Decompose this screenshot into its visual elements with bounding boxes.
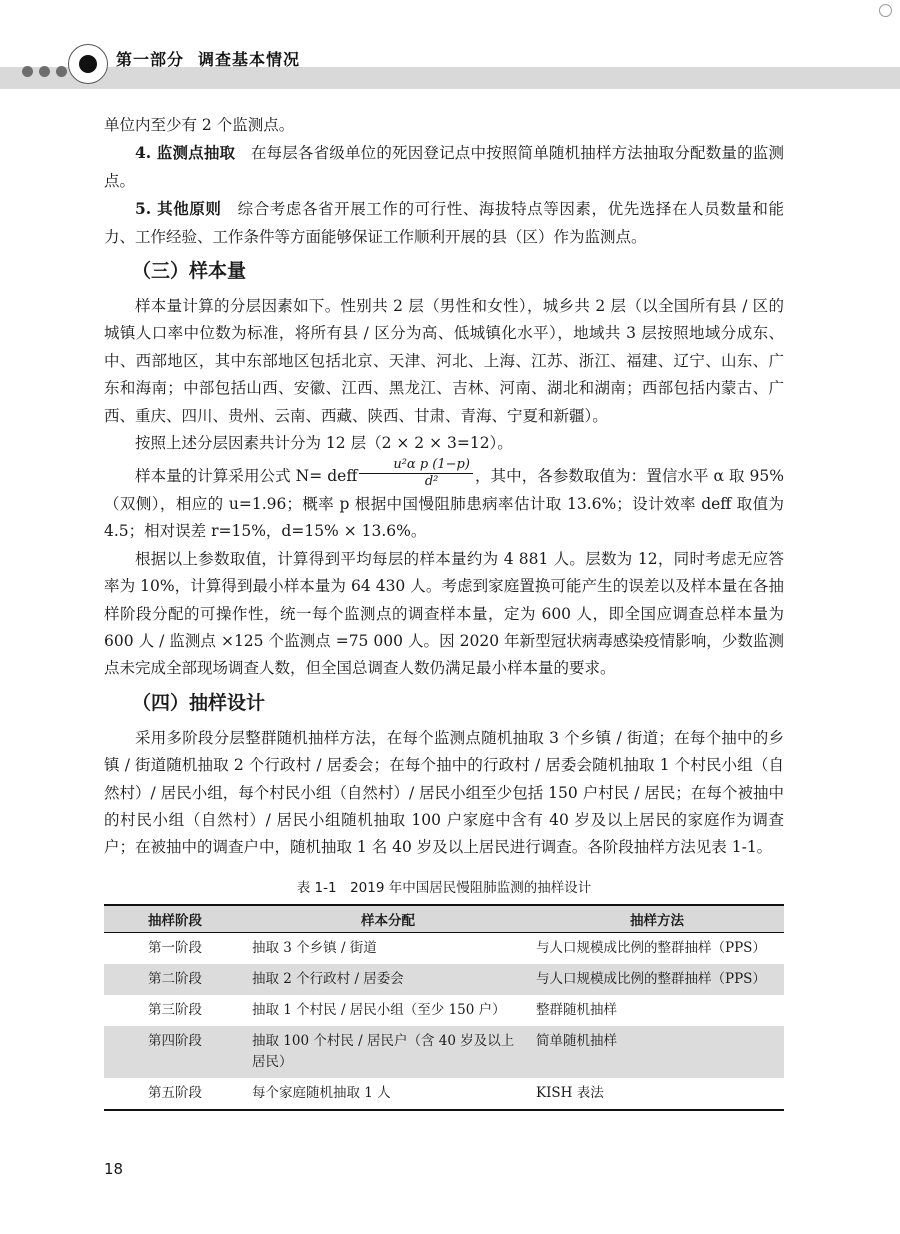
column-header: 抽样阶段: [104, 905, 246, 933]
table-cell: 第一阶段: [148, 939, 202, 956]
table-cell: 整群随机抽样: [536, 1001, 617, 1018]
part-label: 第一部分: [116, 50, 185, 69]
table-cell: 简单随机抽样: [536, 1032, 617, 1049]
table-cell: 抽取 100 个村民 / 居民户（含 40 岁及以上居民）: [252, 1032, 515, 1070]
formula-numerator: u²α p (1−p): [359, 458, 473, 474]
paragraph: 按照上述分层因素共计分为 12 层（2 × 2 × 3=12）。: [135, 434, 513, 453]
paragraph: [104, 195, 784, 251]
table-caption: 表 1-1 2019 年中国居民慢阻肺监测的抽样设计: [296, 879, 592, 896]
formula-explanation: ，其中，各参数取值为：置信水平 α 取 95%（双侧），相应的 u=1.96；概率 p 根据中国慢阻肺患病率估计取 13.6%；设计效率 deff 取值为 4.5；相对误差 r=15%，d=15% × 13.6%。: [104, 467, 784, 541]
page-number: 18: [104, 1160, 124, 1178]
corner-mark-icon: [879, 4, 892, 17]
header-band: [0, 67, 900, 89]
table-cell: 与人口规模成比例的整群抽样（PPS）: [536, 970, 766, 987]
paragraph: 根据以上参数取值，计算得到平均每层的样本量约为 4 881 人。层数为 12，同时考虑无应答率为 10%，计算得到最小样本量为 64 430 人。考虑到家庭置换可能产生的误差以及样本量在各抽样阶段分配的可操作性，统一每个监测点的调查样本量，定为 600 人，即全国应调查总样本量为 600 人 / 监测点 ×125 个监测点 =75 000 人。因 2020 年新型冠状病毒感染疫情影响，少数监测点未完成全部现场调查人数，但全国总调查人数仍满足最小样本量的要求。: [104, 549, 784, 678]
paragraph: 样本量计算的分层因素如下。性别共 2 层（男性和女性），城乡共 2 层（以全国所有县 / 区的城镇人口率中位数为标准，将所有县 / 区分为高、低城镇化水平），地域共 3 层按照地域分成东、中、西部地区，其中东部地区包括北京、天津、河北、上海、江苏、浙江、福建、辽宁、山东、广东和海南；中部包括山西、安徽、江西、黑龙江、吉林、河南、湖北和湖南；西部包括内蒙古、广西、重庆、四川、贵州、云南、西藏、陕西、甘肃、青海、宁夏和新疆）。: [104, 297, 784, 425]
table-cell: 第三阶段: [148, 1001, 202, 1018]
table-cell: 与人口规模成比例的整群抽样（PPS）: [536, 939, 766, 956]
table-row: [104, 932, 784, 964]
formula-intro: 样本量的计算采用公式 N= deff: [135, 467, 358, 486]
column-header: 样本分配: [246, 905, 530, 933]
table-cell: 抽取 1 个村民 / 居民小组（至少 150 户）: [252, 1001, 506, 1018]
table-cell: 抽取 2 个行政村 / 居委会: [252, 970, 404, 987]
paragraph-formula: [104, 456, 784, 545]
table-cell: 第四阶段: [148, 1032, 202, 1049]
paragraph-lead: 5. 其他原则: [135, 199, 222, 219]
running-header: [116, 47, 300, 70]
table-row: [104, 964, 784, 995]
table-row: [104, 1026, 784, 1078]
column-header: 抽样方法: [530, 905, 784, 933]
table-row: [104, 1078, 784, 1110]
paragraph-text: 综合考虑各省开展工作的可行性、海拔特点等因素，优先选择在人员数量和能力、工作经验、工作条件等方面能够保证工作顺利开展的县（区）作为监测点。: [104, 200, 784, 246]
formula-denominator: d²: [424, 473, 439, 489]
table-cell: 每个家庭随机抽取 1 人: [246, 1078, 530, 1110]
table-cell: 抽取 3 个乡镇 / 街道: [252, 939, 377, 956]
header-title: 调查基本情况: [198, 50, 301, 69]
table-header-row: [104, 905, 784, 933]
page-body: [104, 112, 784, 1111]
section-heading: （三）样本量: [132, 260, 247, 283]
sample-size-formula: [359, 458, 473, 489]
section-heading: （四）抽样设计: [132, 691, 266, 714]
paragraph: 采用多阶段分层整群随机抽样方法，在每个监测点随机抽取 3 个乡镇 / 街道；在每个抽中的乡镇 / 街道随机抽取 2 个行政村 / 居委会；在每个抽中的行政村 / 居委会随机抽取 1 个村民小组（自然村）/ 居民小组，每个村民小组（自然村）/ 居民小组至少包括 150 户村民 / 居民；在每个被抽中的村民小组（自然村）/ 居民小组随机抽取 100 户家庭中含有 40 岁及以上居民的家庭作为调查户；在被抽中的调查户中，随机抽取 1 名 40 岁及以上居民进行调查。各阶段抽样方法见表 1-1。: [104, 728, 784, 857]
table-cell: 第二阶段: [148, 970, 202, 987]
table-cell: 第五阶段: [104, 1078, 246, 1110]
paragraph-lead: 4. 监测点抽取: [135, 143, 236, 163]
paragraph: 单位内至少有 2 个监测点。: [104, 116, 295, 134]
table-row: [104, 995, 784, 1026]
header-circle-icon: [68, 44, 108, 84]
paragraph-text: 在每层各省级单位的死因登记点中按照简单随机抽样方法抽取分配数量的监测点。: [104, 144, 784, 190]
sampling-design-table: [104, 904, 784, 1111]
table-cell: KISH 表法: [530, 1078, 784, 1110]
paragraph: [104, 139, 784, 195]
